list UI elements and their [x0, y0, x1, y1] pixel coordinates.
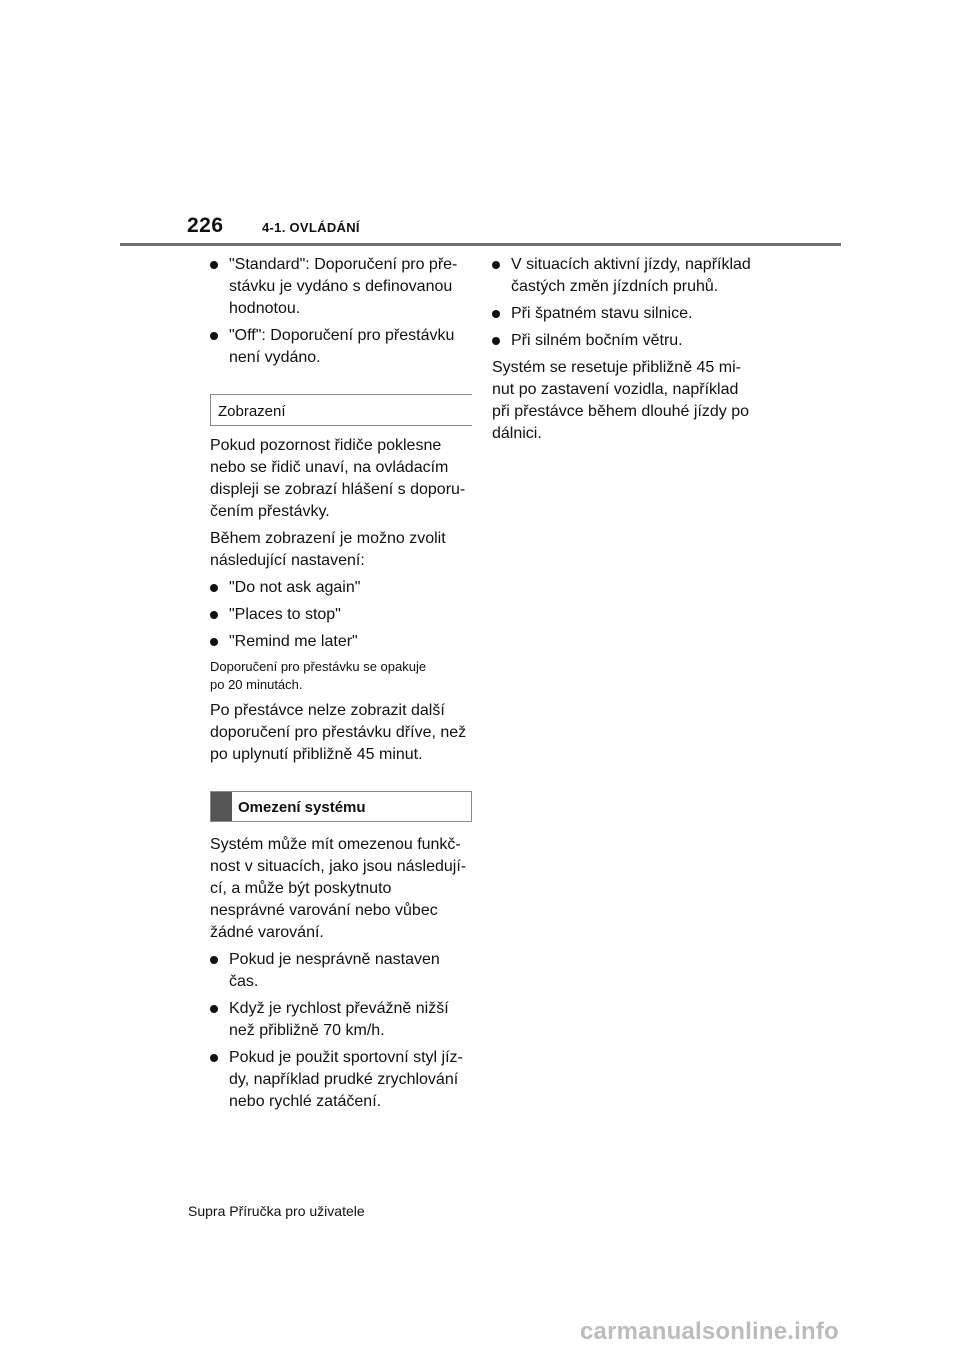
bullet-dot-icon [492, 261, 500, 269]
paragraph-limits: Systém může mít omezenou funkč- nost v situacích, jako jsou následují- cí, a může být poskytnuto nesprávné varování nebo vůbec žádné varování. [210, 836, 467, 941]
watermark: carmanualsonline.info [580, 1318, 839, 1345]
paragraph-settings: Během zobrazení je možno zvolit následující nastavení: [210, 530, 446, 569]
option-places-to-stop: "Places to stop" [210, 604, 472, 626]
bullet-dot-icon [210, 584, 218, 592]
limit-road: Při špatném stavu silnice. [492, 303, 754, 325]
footer-manual-title: Supra Příručka pro uživatele [188, 1203, 365, 1219]
paragraph-attention: Pokud pozornost řidiče poklesne nebo se řidič unaví, na ovládacím displeji se zobrazí hlášení s doporu- čením přestávky. [210, 437, 466, 520]
paragraph-reset: Systém se resetuje přibližně 45 mi- nut po zastavení vozidla, například při přestávce během dlouhé jízdy po dálnici. [492, 359, 750, 442]
bullet-off: "Off": Doporučení pro přestávku není vydáno. [210, 325, 472, 369]
bullet-dot-icon [210, 261, 218, 269]
note-repeat: Doporučení pro přestávku se opakuje po 20 minutách. [210, 659, 427, 692]
bullet-dot-icon [210, 611, 218, 619]
chapter-title: 4-1. OVLÁDÁNÍ [262, 220, 360, 235]
bullet-dot-icon [210, 1054, 218, 1062]
option-do-not-ask: "Do not ask again" [210, 577, 472, 599]
limit-active-driving: V situacích aktivní jízdy, například častých změn jízdních pruhů. [492, 254, 754, 298]
right-column [492, 254, 754, 450]
limit-speed: Když je rychlost převážně nižší než přibližně 70 km/h. [210, 998, 472, 1042]
bullet-dot-icon [210, 956, 218, 964]
section-marker-icon [211, 792, 232, 821]
bullet-dot-icon [492, 337, 500, 345]
limit-sport: Pokud je použit sportovní styl jíz- dy, například prudké zrychlování nebo rychlé zatáčení. [210, 1047, 472, 1113]
paragraph-after-break: Po přestávce nelze zobrazit další doporučení pro přestávku dříve, než po uplynutí přibližně 45 minut. [210, 702, 467, 763]
bullet-dot-icon [210, 332, 218, 340]
bullet-dot-icon [210, 1005, 218, 1013]
bullet-dot-icon [210, 638, 218, 646]
header-rule [120, 243, 841, 246]
left-column [210, 254, 472, 1118]
bullet-standard: "Standard": Doporučení pro pře- stávku je vydáno s definovanou hodnotou. [210, 254, 472, 320]
limit-time: Pokud je nesprávně nastaven čas. [210, 949, 472, 993]
limit-wind: Při silném bočním větru. [492, 330, 754, 352]
section-heading-limits: Omezení systému [210, 791, 472, 822]
bullet-dot-icon [492, 310, 500, 318]
option-remind-later: "Remind me later" [210, 631, 472, 653]
page-number: 226 [187, 214, 224, 237]
subheading-zobrazeni: Zobrazení [210, 394, 472, 426]
